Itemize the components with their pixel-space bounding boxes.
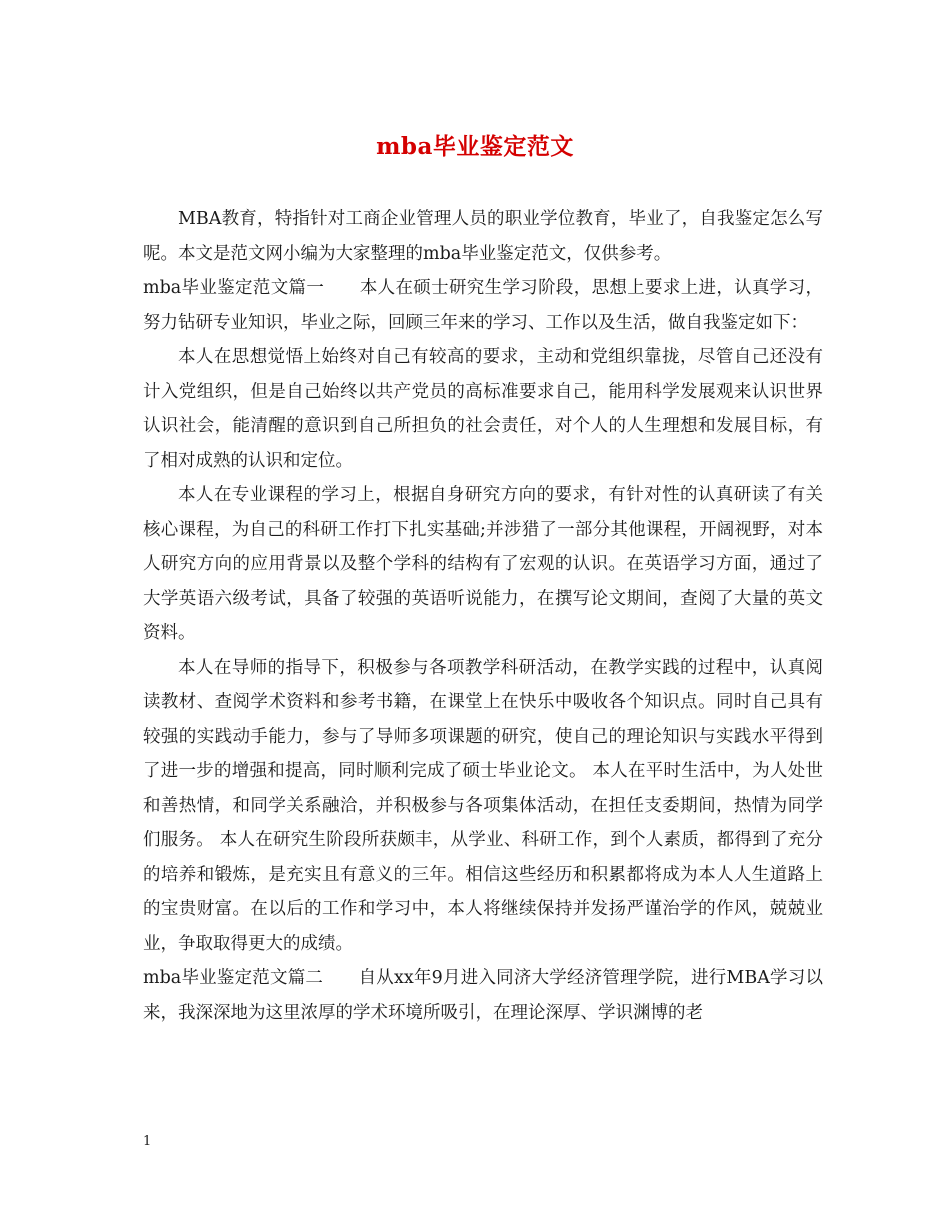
paragraph-sample-two-heading: mba毕业鉴定范文篇二 自从xx年9月进入同济大学经济管理学院，进行MBA学习以来，我深深地为这里浓厚的学术环境所吸引，在理论深厚、学识渊博的老 [143,968,823,1023]
paragraph-sample-one-heading: mba毕业鉴定范文篇一 本人在硕士研究生学习阶段，思想上要求上进，认真学习，努力钻研专业知识，毕业之际，回顾三年来的学习、工作以及生活，做自我鉴定如下： [143,278,823,333]
page-number: 1 [143,1134,152,1149]
document-body [143,202,823,1030]
paragraph-ideology: 本人在思想觉悟上始终对自己有较高的要求，主动和党组织靠拢，尽管自己还没有计入党组织，但是自己始终以共产党员的高标准要求自己，能用科学发展观来认识世界认识社会，能清醒的意识到自己所担负的社会责任，对个人的人生理想和发展目标，有了相对成熟的认识和定位。 [143,347,823,471]
paragraph-intro: MBA教育，特指针对工商企业管理人员的职业学位教育，毕业了，自我鉴定怎么写呢。本文是范文网小编为大家整理的mba毕业鉴定范文，仅供参考。 [143,209,823,264]
paragraph-coursework: 本人在专业课程的学习上，根据自身研究方向的要求，有针对性的认真研读了有关核心课程，为自己的科研工作打下扎实基础;并涉猎了一部分其他课程，开阔视野，对本人研究方向的应用背景以及整个学科的结构有了宏观的认识。在英语学习方面，通过了大学英语六级考试，具备了较强的英语听说能力，在撰写论文期间，查阅了大量的英文资料。 [143,485,823,643]
paragraph-research-life: 本人在导师的指导下，积极参与各项教学科研活动，在教学实践的过程中，认真阅读教材、查阅学术资料和参考书籍，在课堂上在快乐中吸收各个知识点。同时自己具有较强的实践动手能力，参与了导师多项课题的研究，使自己的理论知识与实践水平得到了进一步的增强和提高，同时顺利完成了硕士毕业论文。 本人在平时生活中，为人处世和善热情，和同学关系融洽，并积极参与各项集体活动，在担任支委期间，热情为同学们服务。 本人在研究生阶段所获颇丰，从学业、科研工作，到个人素质，都得到了充分的培养和锻炼，是充实且有意义的三年。相信这些经历和积累都将成为本人人生道路上的宝贵财富。在以后的工作和学习中，本人将继续保持并发扬严谨治学的作风，兢兢业业，争取取得更大的成绩。 [143,657,823,954]
document-title: mba毕业鉴定范文 [376,133,574,160]
